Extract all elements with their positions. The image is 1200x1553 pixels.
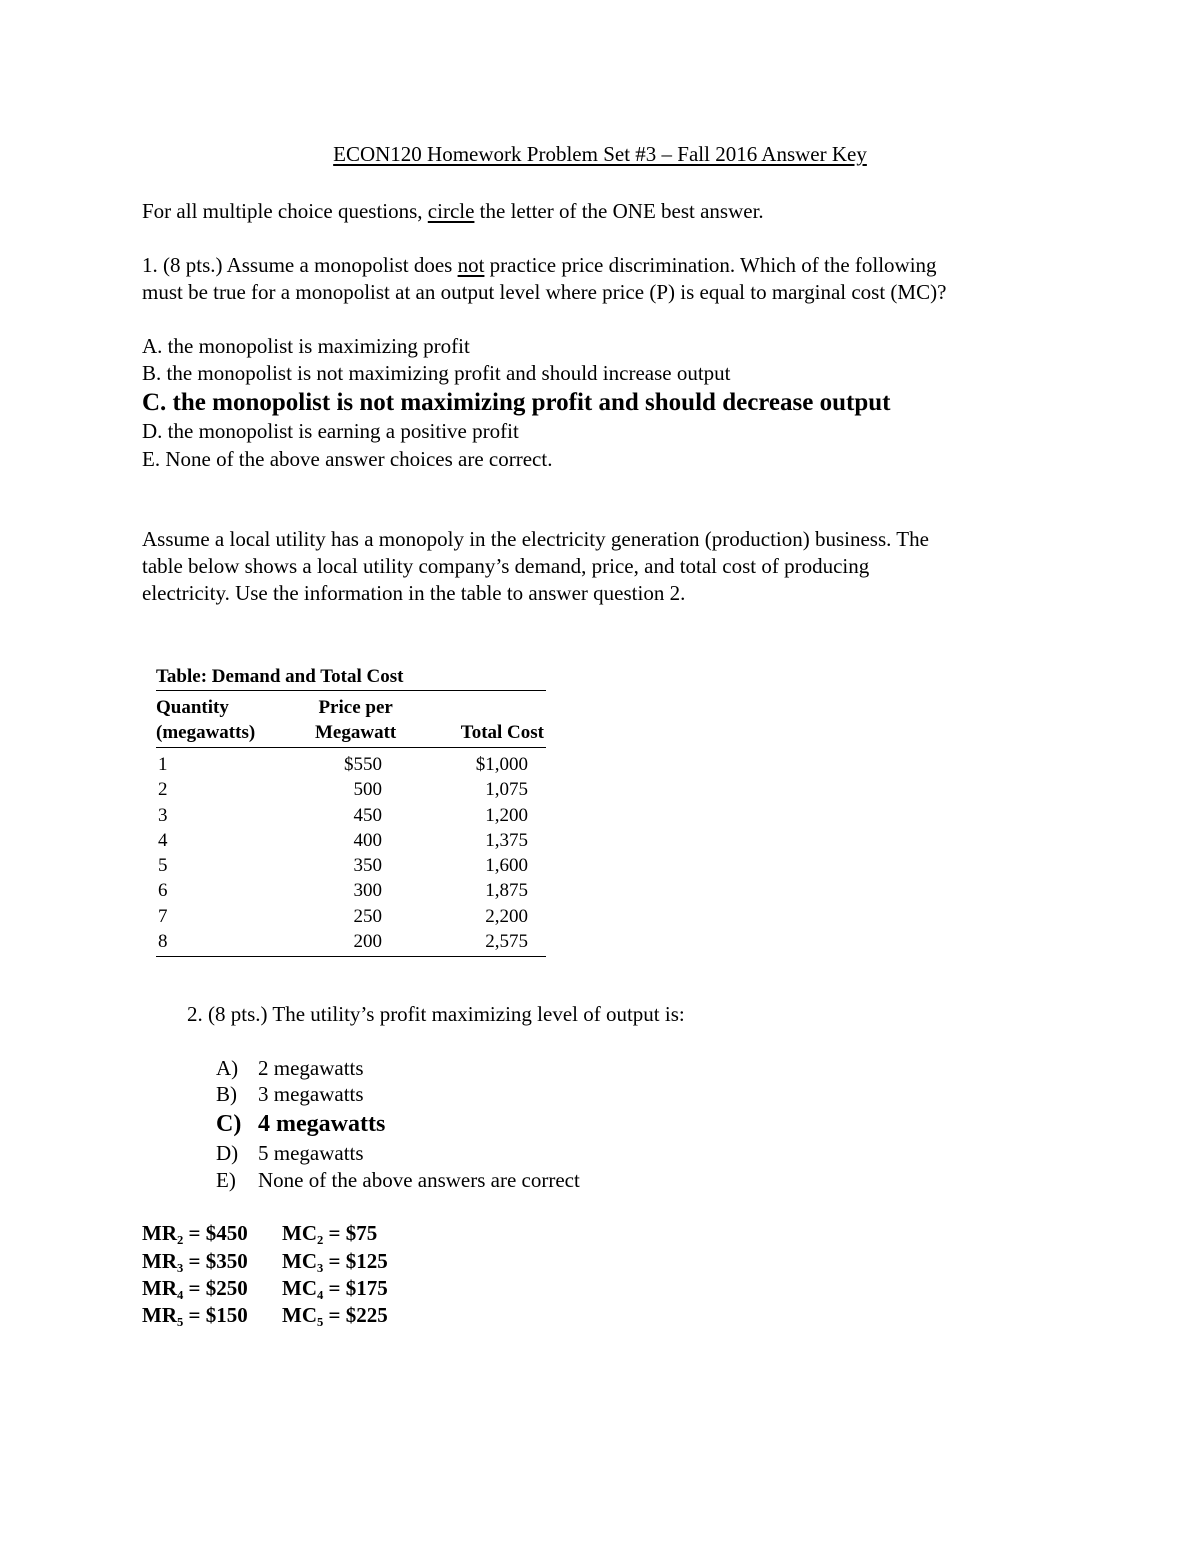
q1-option-b: B. the monopolist is not maximizing profit and should increase output <box>142 361 731 385</box>
cell-quantity: 2 <box>158 779 168 801</box>
instructions <box>142 198 764 225</box>
header-price <box>315 695 396 745</box>
q2-option-a <box>216 1055 364 1082</box>
table-body <box>156 748 546 957</box>
cell-quantity: 7 <box>158 905 168 927</box>
cell-quantity: 8 <box>158 931 168 953</box>
q2-option-b <box>216 1081 364 1108</box>
cell-total-cost: 1,875 <box>485 880 528 902</box>
table-row <box>156 904 546 929</box>
q2-option-text: None of the above answers are correct <box>258 1168 580 1192</box>
q2-option-label: B) <box>216 1082 237 1106</box>
calc-mr: MR₃ = $350 <box>142 1249 248 1273</box>
cell-total-cost: 1,200 <box>485 804 528 826</box>
q2-option-label: C) <box>216 1111 242 1137</box>
calc-row <box>142 1248 388 1275</box>
cell-price: $550 <box>344 754 382 775</box>
document-title: ECON120 Homework Problem Set #3 – Fall 2016 Answer Key <box>333 142 867 166</box>
q2-option-c-correct <box>216 1109 385 1139</box>
cell-quantity: 6 <box>158 880 168 902</box>
table-row <box>156 929 546 954</box>
cell-total-cost: 1,375 <box>485 829 528 851</box>
cell-price: 200 <box>353 931 382 953</box>
header-quantity-line-1: Quantity <box>156 697 229 718</box>
table-row <box>156 853 546 878</box>
q1-stem-line-1 <box>142 252 937 279</box>
cell-total-cost: 1,600 <box>485 855 528 877</box>
cell-price: 450 <box>353 804 382 826</box>
header-quantity <box>156 695 255 745</box>
cell-quantity: 3 <box>158 804 168 826</box>
cell-price: 250 <box>353 905 382 927</box>
calc-row <box>142 1302 388 1329</box>
header-price-line-2: Megawatt <box>315 722 397 743</box>
q2-option-text: 2 megawatts <box>258 1056 364 1080</box>
q1-stem-part-b: practice price discrimination. Which of the following <box>484 253 937 277</box>
table-row <box>156 752 546 777</box>
table-row <box>156 777 546 802</box>
calc-mr: MR₄ = $250 <box>142 1276 248 1300</box>
q2-option-text: 5 megawatts <box>258 1141 364 1165</box>
cell-total-cost: 1,075 <box>485 779 528 801</box>
calc-mr: MR₂ = $450 <box>142 1221 248 1245</box>
calc-row <box>142 1220 377 1247</box>
cell-total-cost: 2,200 <box>485 905 528 927</box>
cell-price: 300 <box>353 880 382 902</box>
calc-mc: MC₅ = $225 <box>282 1303 388 1327</box>
calc-mr: MR₅ = $150 <box>142 1303 248 1327</box>
cell-quantity: 1 <box>158 754 168 775</box>
demand-cost-table <box>156 664 546 957</box>
scenario-line-2: table below shows a local utility company’s demand, price, and total cost of producing <box>142 554 870 578</box>
instructions-text-before: For all multiple choice questions, <box>142 199 428 223</box>
q1-stem-part-a: 1. (8 pts.) Assume a monopolist does <box>142 253 458 277</box>
cell-price: 500 <box>353 779 382 801</box>
q2-option-label: D) <box>216 1141 239 1165</box>
q2-stem: 2. (8 pts.) The utility’s profit maximizing level of output is: <box>187 1002 685 1026</box>
q1-stem-line-2: must be true for a monopolist at an output level where price (P) is equal to marginal cost (MC)? <box>142 280 947 304</box>
cell-total-cost: $1,000 <box>475 754 528 775</box>
calc-mc: MC₄ = $175 <box>282 1276 388 1300</box>
table-row <box>156 828 546 853</box>
calc-mc: MC₂ = $75 <box>282 1221 378 1245</box>
calc-row <box>142 1275 388 1302</box>
q2-option-d <box>216 1140 364 1167</box>
scenario-line-3: electricity. Use the information in the table to answer question 2. <box>142 581 686 605</box>
header-total-cost: Total Cost <box>460 722 544 743</box>
q1-option-c-correct: C. the monopolist is not maximizing profit and should decrease output <box>142 389 891 416</box>
table-title: Table: Demand and Total Cost <box>156 664 546 691</box>
cell-quantity: 5 <box>158 855 168 877</box>
q2-option-text: 3 megawatts <box>258 1082 364 1106</box>
q1-option-a: A. the monopolist is maximizing profit <box>142 334 470 358</box>
q1-option-e: E. None of the above answer choices are correct. <box>142 447 553 471</box>
q2-option-text: 4 megawatts <box>258 1111 386 1137</box>
cell-price: 400 <box>353 829 382 851</box>
table-header <box>156 691 546 748</box>
instructions-underlined-word: circle <box>427 199 475 223</box>
cell-quantity: 4 <box>158 829 168 851</box>
instructions-text-after: the letter of the ONE best answer. <box>474 199 764 223</box>
cell-price: 350 <box>353 855 382 877</box>
q2-option-label: E) <box>216 1168 236 1192</box>
calc-mc: MC₃ = $125 <box>282 1249 388 1273</box>
q2-option-e <box>216 1167 580 1194</box>
cell-total-cost: 2,575 <box>485 931 528 953</box>
q1-option-d: D. the monopolist is earning a positive profit <box>142 419 519 443</box>
scenario-line-1: Assume a local utility has a monopoly in the electricity generation (production) business. The <box>142 527 929 551</box>
header-price-line-1: Price per <box>318 697 393 718</box>
table-row <box>156 803 546 828</box>
header-quantity-line-2: (megawatts) <box>156 722 256 743</box>
q1-stem-underlined: not <box>457 253 485 277</box>
table-row <box>156 878 546 903</box>
q2-option-label: A) <box>216 1056 239 1080</box>
